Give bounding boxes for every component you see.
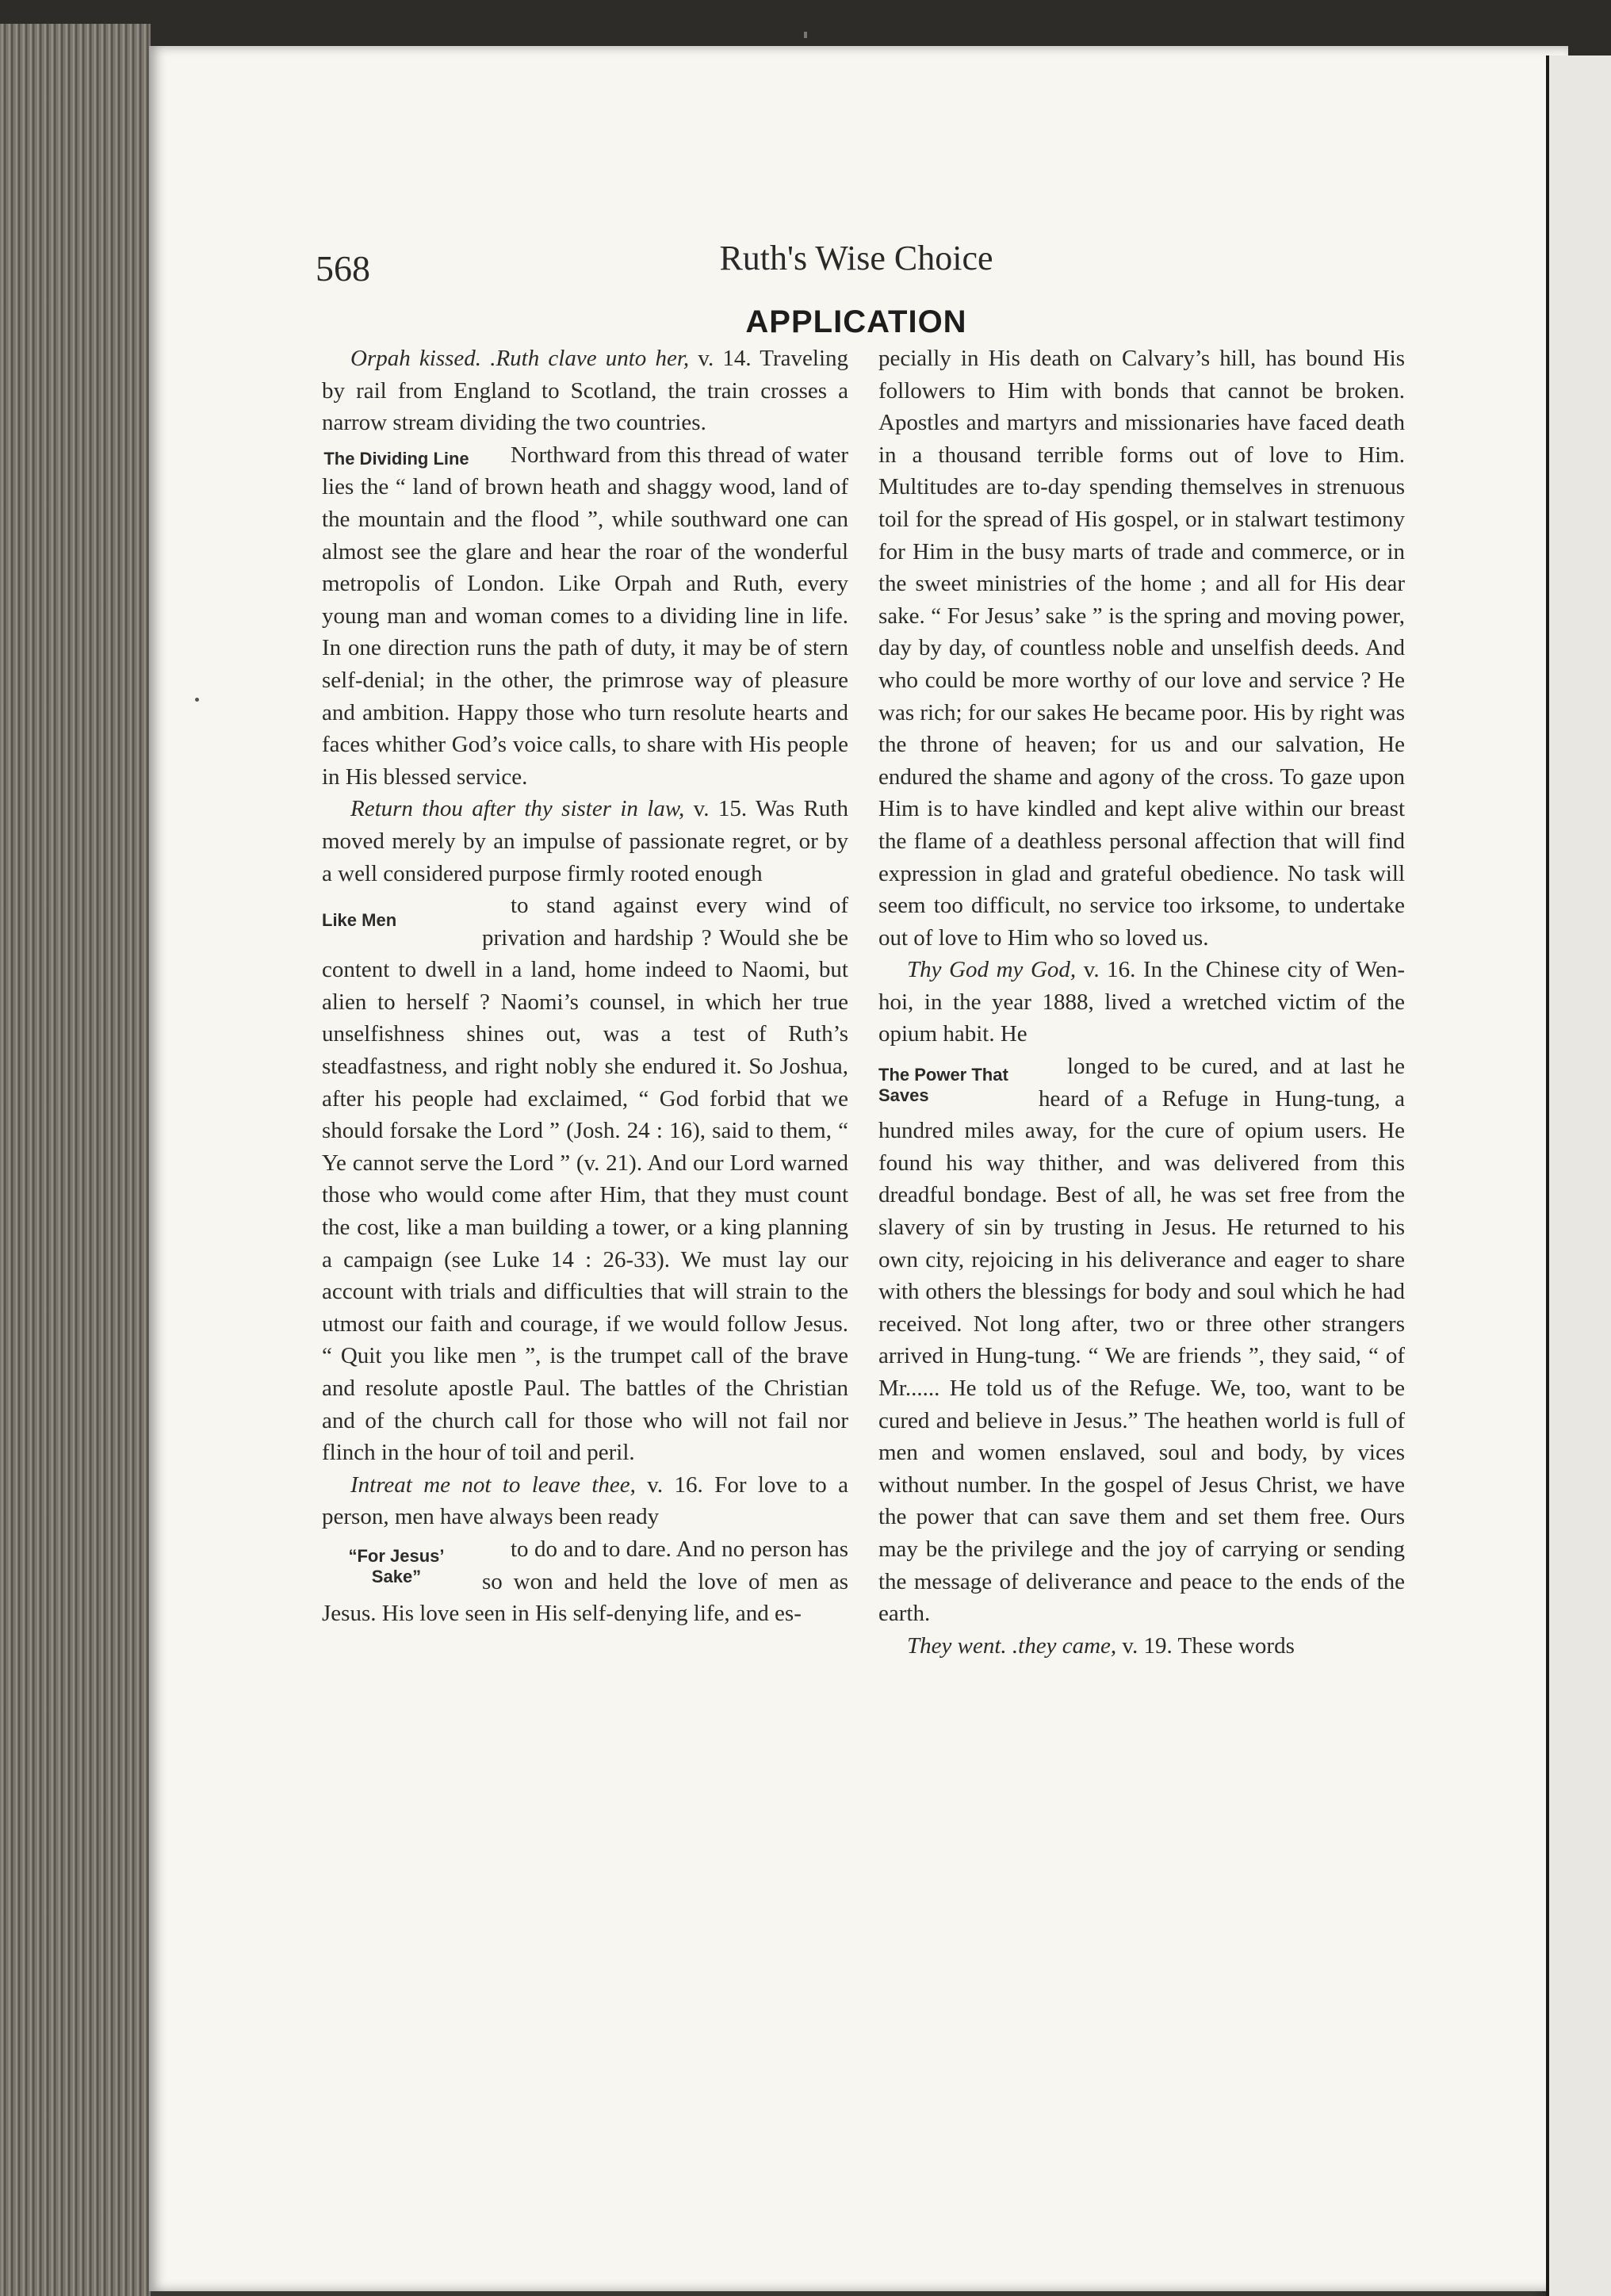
paragraph-thy-god — [878, 954, 1405, 1050]
section-heading: APPLICATION — [745, 304, 967, 339]
left-column — [322, 342, 848, 1630]
paragraph-intreat-end: pecially in His death on Calvary’s hill, has bound His followers to Him with bonds that cannot be broken. Apostles and martyrs and missionaries have faced death in a thousand terrible forms out of love to Him. Multitudes are to-day spending themselves in strenuous toil for the spread of His gospel, or in stalwart testimony for Him in the busy marts of trade and commerce, or in the sweet ministries of the home ; and all for His dear sake. “ For Jesus’ sake ” is the spring and moving power, day by day, of countless noble and unselfish deeds. And who could be more worthy of our love and service ? He was rich; for our sakes He became poor. His by right was the throne of heaven; for us and our salvation, He endured the shame and agony of the cross. To gaze upon Him is to have kindled and kept alive within our breast the flame of a deathless personal affection that will find expression in glad and grateful obedience. No task will seem too difficult, no service too irksome, to undertake out of love to Him who so loved us. — [878, 346, 1405, 951]
facing-page-edge — [1546, 55, 1611, 2296]
paragraph-they-went — [878, 1630, 1405, 1663]
paragraph-text: Traveling by rail from England to Scotland, the train crosses a narrow stream dividing the two countries. — [322, 346, 848, 436]
scripture-ref: Orpah kissed. .Ruth clave unto her, — [350, 346, 690, 371]
paragraph-text: For love to a person, men have always been ready — [322, 1471, 848, 1530]
print-dot — [195, 698, 199, 702]
paragraph-return-cont: to stand against every wind of privation and hardship ? Would she be content to dwell in a land, home indeed to Naomi, but alien to herself ? Naomi’s counsel, in which her true unselfishness shines out, was a test of Ruth’s steadfastness, and right nobly she endured it. So Joshua, after his people had exclaimed, “ God forbid that we should forsake the Lord ” (Josh. 24 : 16), said to them, “ Ye cannot serve the Lord ” (v. 21). And our Lord warned those who would come after Him, that they must count the cost, like a man building a tower, or a king planning a campaign (see Luke 14 : 26-33). We must lay our account with trials and difficulties that will strain to the utmost our faith and courage, if we would follow Jesus. “ Quit you like men ”, is the trumpet call of the brave and resolute apostle Paul. The battles of the Christian and of the church call for those who will not fail nor flinch in the hour of toil and peril. — [322, 893, 848, 1466]
paragraph-return — [322, 793, 848, 890]
paragraph-orpah — [322, 342, 848, 439]
scripture-ref: Return thou after thy sister in law, — [350, 796, 685, 822]
paragraph-text: These words — [1172, 1632, 1295, 1659]
right-column — [878, 342, 1405, 1662]
verse-ref: v. 19. — [1116, 1632, 1173, 1659]
verse-ref: v. 16. — [635, 1471, 703, 1498]
paragraph-intreat-cont: to do and to dare. And no person has so won and held the love of men as Jesus. His love seen in His self-denying life, and es- — [322, 1536, 848, 1627]
scripture-ref: They went. .they came, — [907, 1632, 1117, 1659]
print-speck — [804, 32, 807, 38]
page-number: 568 — [316, 248, 370, 289]
sidenote-dividing-line: The Dividing Line — [323, 448, 469, 469]
paragraph-text: Was Ruth moved merely by an impulse of passionate regret, or by a well considered purpose firmly rooted enough — [322, 796, 848, 886]
paragraph-text: In the Chinese city of Wen-hoi, in the year 1888, lived a wretched victim of the opium habit. He — [878, 957, 1406, 1047]
verse-ref: v. 15. — [684, 796, 748, 822]
paragraph-thy-god-cont: longed to be cured, and at last he heard of a Refuge in Hung-tung, a hundred miles away, for the cure of opium users. He found his way thither, and was delivered from this dreadful bondage. Best of all, he was set free from the slavery of sin by trusting in Jesus. He returned to his own city, rejoicing in his deliverance and eager to share with others the blessings for body and soul which he had received. Not long after, two or three other strangers arrived in Hung-tung. “ We are friends ”, they said, “ of Mr...... He told us of the Refuge. We, too, want to be cured and believe in Jesus.” The heathen world is full of men and women enslaved, soul and body, by vices without number. In the gospel of Jesus Christ, we have the power that can save them and set them free. Ours may be the privilege and the joy of carrying or sending the message of deliverance and peace to the ends of the earth. — [878, 1054, 1405, 1627]
book-page-edges — [0, 24, 151, 2296]
sidenote-like-men: Like Men — [322, 910, 397, 931]
scripture-ref: Intreat me not to leave thee, — [350, 1471, 636, 1498]
sidenote-power-that-saves: The Power That Saves — [878, 1065, 1008, 1106]
paragraph-orpah-cont: Northward from this thread of water lies the “ land of brown heath and shaggy wood, land of the mountain and the flood ”, while southward one can almost see the glare and hear the roar of the wonderful metropolis of London. Like Orpah and Ruth, every young man and woman comes to a dividing line in life. In one direction runs the path of duty, it may be of stern self-denial; in the other, the primrose way of pleasure and ambition. Happy those who turn resolute hearts and faces whither God’s voice calls, to share with His people in His blessed service. — [322, 442, 848, 790]
running-head: Ruth's Wise Choice — [719, 239, 993, 277]
scripture-ref: Thy God my God, — [907, 957, 1077, 983]
sidenote-for-jesus-sake: “For Jesus’ Sake” — [348, 1545, 445, 1586]
verse-ref: v. 14. — [689, 346, 752, 371]
verse-ref: v. 16. — [1076, 957, 1136, 983]
paragraph-intreat — [322, 1469, 848, 1533]
